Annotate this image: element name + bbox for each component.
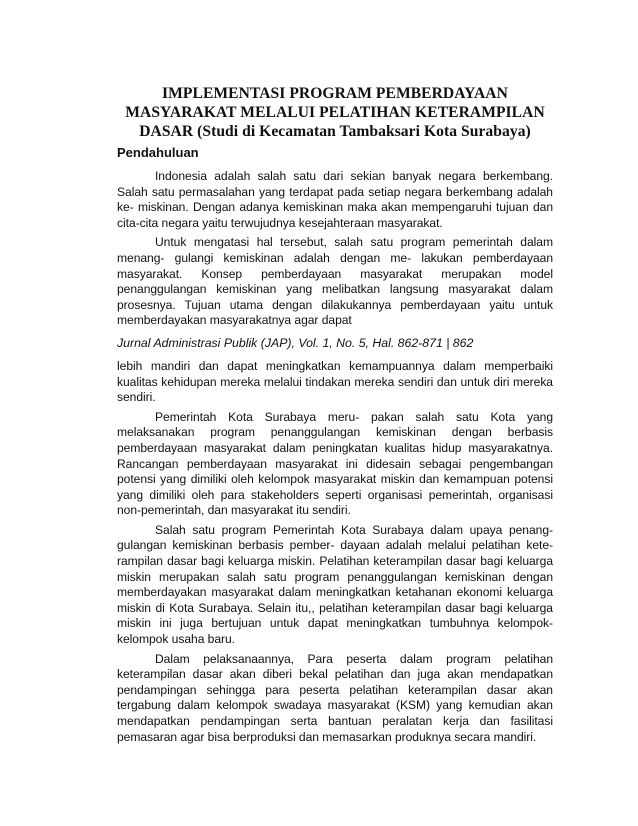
- title-line-1: IMPLEMENTASI PROGRAM PEMBERDAYAAN: [162, 85, 508, 102]
- paragraph-1: Indonesia adalah salah satu dari sekian banyak negara berkembang. Salah satu permasalahan yang terdapat pada setiap negara berkembang adalah ke- miskinan. Dengan adanya kemiskinan maka akan mempengaruhi tujuan dan cita-cita negara yaitu terwujudnya kesejahteraan masyarakat.: [117, 169, 553, 230]
- document-page: [117, 84, 553, 749]
- paragraph-4: Salah satu program Pemerintah Kota Surabaya dalam upaya penang- gulangan kemiskinan berbasis pember- dayaan adalah melalui pelatihan kete- rampilan dasar bagi keluarga miskin. Pelatihan keterampilan dasar bagi keluarga miskin merupakan salah satu program penanggulangan kemiskinan dengan memberdayakan masyarakat dalam meningkatkan ketahanan ekonomi keluarga miskin di Kota Surabaya. Selain itu,, pelatihan keterampilan dasar bagi keluarga miskin ini juga bertujuan untuk dapat meningkatkan tumbuhnya kelompok- kelompok usaha baru.: [117, 522, 553, 647]
- paragraph-3: Pemerintah Kota Surabaya meru- pakan salah satu Kota yang melaksanakan program penanggulangan kemiskinan dengan berbasis pemberdayaan masyarakat dalam peningkatan kualitas hidup masyarakatnya. Rancangan pemberdayaan masyarakat ini didesain sebagai pengembangan potensi yang dimiliki oleh kelompok masyarakat miskin dan kemampuan potensi yang dimiliki oleh para stakeholders seperti organisasi pemerintah, organisasi non-pemerintah, dan masyarakat itu sendiri.: [117, 409, 553, 518]
- title-line-3: DASAR (Studi di Kecamatan Tambaksari Kota Surabaya): [139, 123, 531, 140]
- paragraph-2: Untuk mengatasi hal tersebut, salah satu program pemerintah dalam menang- gulangi kemiskinan adalah dengan me- lakukan pemberdayaan masyarakat. Konsep pemberdayaan masyarakat merupakan model penanggulangan kemiskinan yang melibatkan langsung masyarakat dalam prosesnya. Tujuan utama dengan dilakukannya pemberdayaan yaitu untuk memberdayakan masyarakatnya agar dapat: [117, 235, 553, 328]
- continuation-paragraph: lebih mandiri dan dapat meningkatkan kemampuannya dalam memperbaiki kualitas kehidupan mereka melalui tindakan mereka sendiri dan untuk diri mereka sendiri.: [117, 358, 553, 405]
- journal-citation-line: Jurnal Administrasi Publik (JAP), Vol. 1, No. 5, Hal. 862-871 | 862: [117, 335, 474, 350]
- section-heading: Pendahuluan: [117, 145, 199, 160]
- paper-title: [117, 84, 553, 141]
- title-line-2: MASYARAKAT MELALUI PELATIHAN KETERAMPILAN: [125, 104, 545, 121]
- paragraph-5: Dalam pelaksanaannya, Para peserta dalam program pelatihan keterampilan dasar akan diberi bekal pelatihan dan juga akan mendapatkan pendampingan sehingga para peserta pelatihan keterampilan dasar akan tergabung dalam kelompok swadaya masyarakat (KSM) yang kemudian akan mendapatkan pendampingan serta bantuan peralatan kerja dan fasilitasi pemasaran agar bisa berproduksi dan memasarkan produknya secara mandiri.: [117, 651, 553, 744]
